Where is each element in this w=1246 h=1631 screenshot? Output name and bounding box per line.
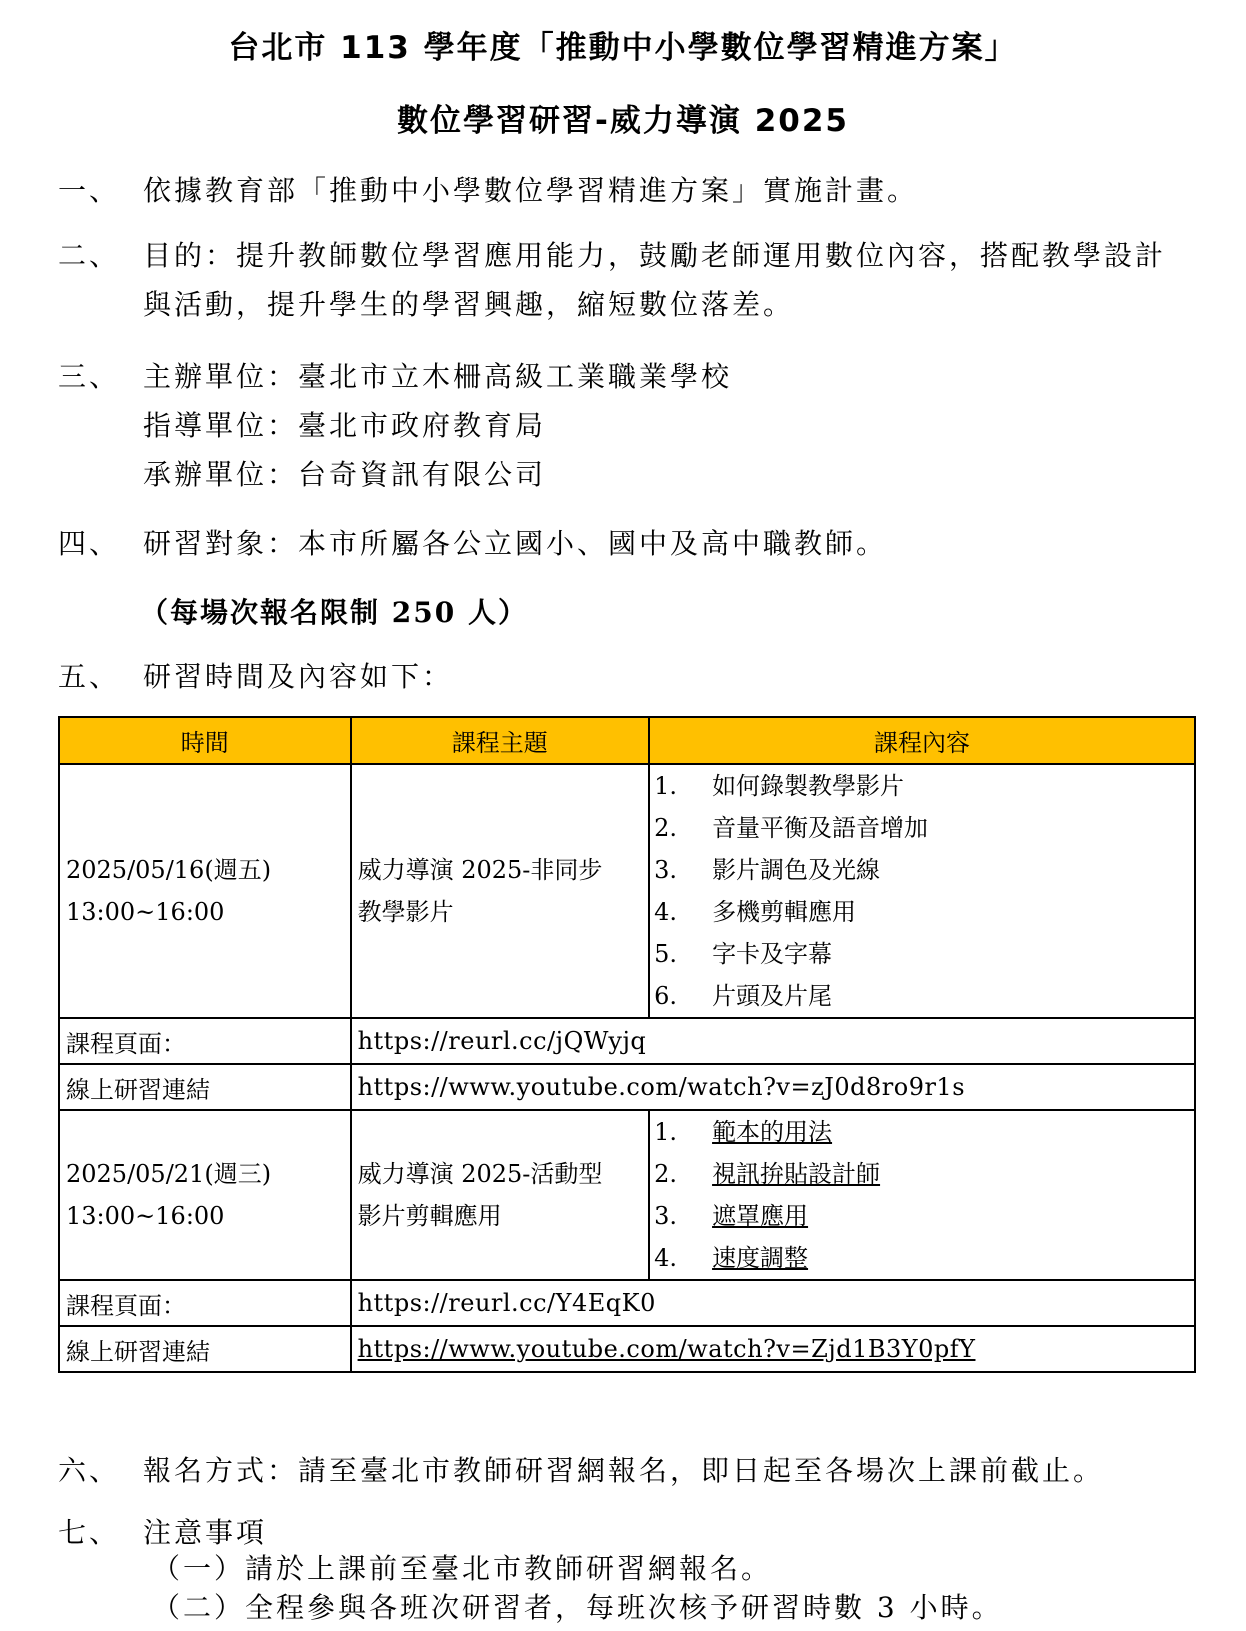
list-item: 6. 片頭及片尾: [654, 982, 833, 1010]
session-hours: 13:00~16:00: [66, 898, 225, 926]
section-number: 二、: [58, 239, 121, 272]
list-item: 5. 字卡及字幕: [654, 940, 833, 968]
purpose-line-2: 與活動，提升學生的學習興趣，縮短數位落差。: [143, 288, 795, 321]
table-row: [59, 1280, 1195, 1326]
document-title: 台北市 113 學年度「推動中小學數位學習精進方案」: [228, 30, 1018, 66]
online-study-link[interactable]: https://www.youtube.com/watch?v=zJ0d8ro9r1s: [351, 1064, 1195, 1110]
course-page-label: 課程頁面：: [59, 1018, 351, 1064]
schedule-table: [58, 716, 1196, 1373]
session-topic-cell: [351, 764, 649, 1018]
session-date: 2025/05/21(週三): [66, 1160, 272, 1188]
session-date: 2025/05/16(週五): [66, 856, 272, 884]
list-item: 3. 遮罩應用: [650, 1195, 1194, 1237]
section-number: 五、: [58, 660, 121, 693]
section-text: 注意事項: [143, 1516, 268, 1549]
session-topic-line: 教學影片: [357, 898, 454, 926]
table-row: [59, 1018, 1195, 1064]
course-page-link[interactable]: https://reurl.cc/Y4EqK0: [351, 1280, 1195, 1326]
session-content-cell: [649, 1110, 1195, 1280]
content-list: [650, 765, 1194, 1017]
section-number: 六、: [58, 1454, 121, 1487]
session-time-cell: [59, 764, 351, 1018]
header-content: 課程內容: [649, 717, 1195, 764]
session-topic-line: 威力導演 2025-活動型: [357, 1160, 603, 1188]
course-page-label: 課程頁面：: [59, 1280, 351, 1326]
note-1: （一）請於上課前至臺北市教師研習網報名。: [152, 1552, 773, 1585]
organizer-unit: 承辦單位：台奇資訊有限公司: [143, 458, 547, 491]
content-link[interactable]: 範本的用法: [712, 1118, 833, 1146]
note-2: （二）全程參與各班次研習者，每班次核予研習時數 3 小時。: [152, 1591, 1003, 1624]
purpose-line-1: 目的：提升教師數位學習應用能力，鼓勵老師運用數位內容，搭配教學設計: [143, 239, 1167, 272]
guide-unit: 指導單位：臺北市政府教育局: [143, 409, 547, 442]
table-row: [59, 1064, 1195, 1110]
header-topic: 課程主題: [351, 717, 649, 764]
session-hours: 13:00~16:00: [66, 1202, 225, 1230]
table-row: [59, 764, 1195, 1018]
table-row: [59, 1110, 1195, 1280]
section-text: 研習時間及內容如下：: [143, 660, 454, 693]
session-time-cell: [59, 1110, 351, 1280]
participant-limit: （每場次報名限制 250 人）: [140, 596, 528, 629]
section-number: 一、: [58, 174, 121, 207]
section-text: 研習對象：本市所屬各公立國小、國中及高中職教師。: [143, 527, 888, 560]
list-item: 3. 影片調色及光線: [654, 856, 881, 884]
header-time: 時間: [59, 717, 351, 764]
table-row: [59, 1326, 1195, 1372]
host-unit: 主辦單位：臺北市立木柵高級工業職業學校: [143, 360, 733, 393]
table-header-row: [59, 717, 1195, 764]
online-link-label: 線上研習連結: [59, 1064, 351, 1110]
session-topic-line: 影片剪輯應用: [357, 1202, 502, 1230]
session-content-cell: [649, 764, 1195, 1018]
session-topic-line: 威力導演 2025-非同步: [357, 856, 603, 884]
section-number: 四、: [58, 527, 121, 560]
online-link-label: 線上研習連結: [59, 1326, 351, 1372]
online-study-link[interactable]: https://www.youtube.com/watch?v=Zjd1B3Y0pfY: [351, 1326, 1195, 1372]
session-topic-cell: [351, 1110, 649, 1280]
list-item: 1. 如何錄製教學影片: [654, 772, 905, 800]
section-text: 報名方式：請至臺北市教師研習網報名，即日起至各場次上課前截止。: [143, 1454, 1105, 1487]
section-text: 依據教育部「推動中小學數位學習精進方案」實施計畫。: [143, 174, 919, 207]
list-item: 2. 音量平衡及語音增加: [654, 814, 929, 842]
content-list: [650, 1111, 1194, 1279]
content-link[interactable]: 視訊拚貼設計師: [712, 1160, 881, 1188]
content-link[interactable]: 速度調整: [712, 1244, 809, 1272]
course-page-link[interactable]: https://reurl.cc/jQWyjq: [351, 1018, 1195, 1064]
content-link[interactable]: 遮罩應用: [712, 1202, 809, 1230]
list-item: 4. 多機剪輯應用: [654, 898, 857, 926]
section-number: 三、: [58, 360, 121, 393]
list-item: 1. 範本的用法: [650, 1111, 1194, 1153]
list-item: 2. 視訊拚貼設計師: [650, 1153, 1194, 1195]
document-subtitle: 數位學習研習-威力導演 2025: [397, 103, 849, 139]
section-number: 七、: [58, 1516, 121, 1549]
list-item: 4. 速度調整: [650, 1237, 1194, 1279]
